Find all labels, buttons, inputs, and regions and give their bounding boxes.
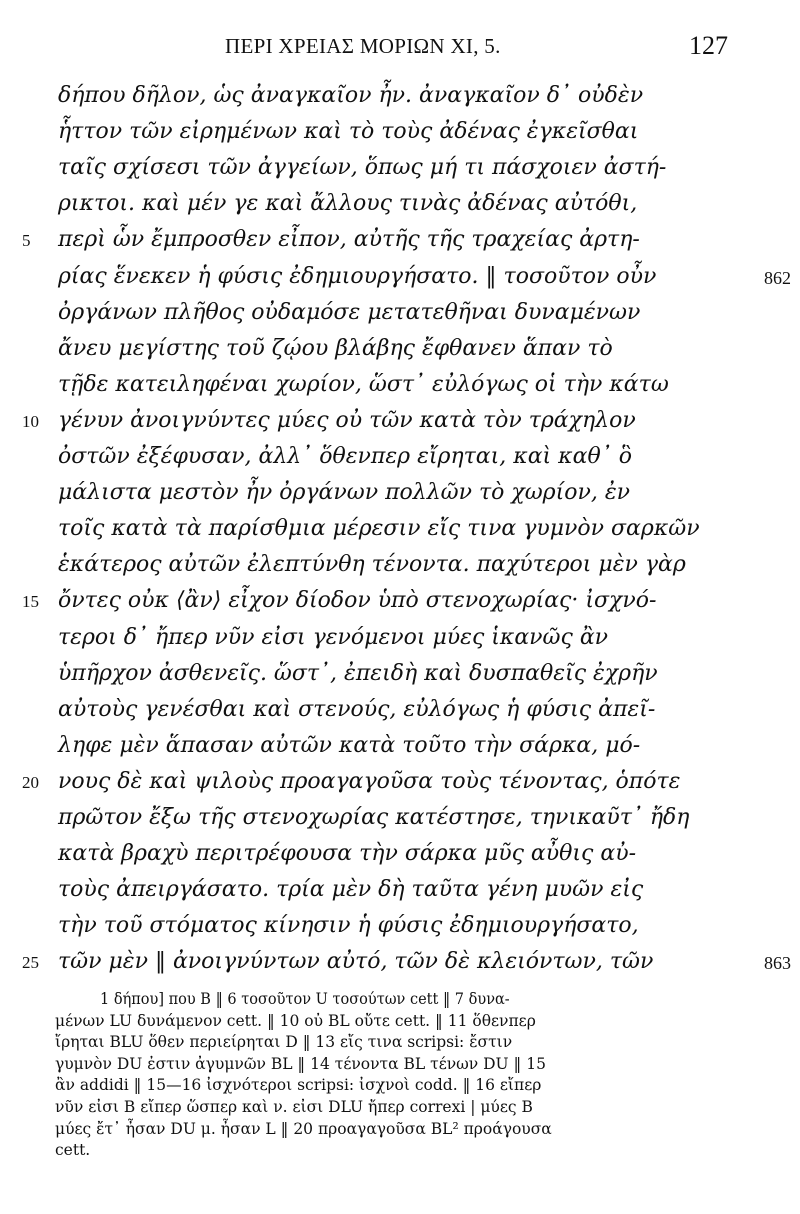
text-line <box>0 78 800 114</box>
line-text: ἑκάτερος αὐτῶν ἐλεπτύνθη τένοντα. παχύτεροι μὲν γὰρ <box>58 552 686 578</box>
apparatus-line: ἂν addidi ‖ 15—16 ἰσχνότεροι scripsi: ἰσχνοὶ codd. ‖ 16 εἴπερ <box>55 1076 542 1095</box>
text-line <box>0 403 800 439</box>
text-line <box>0 259 800 295</box>
line-number: 25 <box>22 953 39 973</box>
line-text: κατὰ βραχὺ περιτρέφουσα τὴν σάρκα μῦς αὖθις αὐ- <box>58 841 637 867</box>
text-line <box>0 908 800 944</box>
text-line <box>0 836 800 872</box>
running-head: ΠΕΡΙ ΧΡΕΙΑΣ ΜΟΡΙΩΝ XI, 5. <box>225 34 501 58</box>
line-text: ὀργάνων πλῆθος οὐδαμόσε μετατεθῆναι δυναμένων <box>58 299 641 325</box>
text-line <box>0 944 800 980</box>
text-line <box>0 150 800 186</box>
text-line <box>0 295 800 331</box>
line-text: ἄνευ μεγίστης τοῦ ζῴου βλάβης ἔφθανεν ἅπαν τὸ <box>58 335 613 361</box>
apparatus-line: μένων LU δυνάμενον cett. ‖ 10 οὐ BL οὔτε cett. ‖ 11 ὅθενπερ <box>55 1011 536 1030</box>
line-text: τοὺς ἀπειργάσατο. τρία μὲν δὴ ταῦτα γένη μυῶν εἰς <box>58 877 644 903</box>
text-line <box>0 367 800 403</box>
line-text: αὐτοὺς γενέσθαι καὶ στενούς, εὐλόγως ἡ φύσις ἀπεῖ- <box>58 696 656 722</box>
apparatus-line: 1 δήπου] που B ‖ 6 τοσοῦτον U τοσούτων cett ‖ 7 δυνα- <box>100 990 510 1008</box>
line-number: 15 <box>22 592 39 612</box>
line-text: ἧττον τῶν εἰρημένων καὶ τὸ τοὺς ἀδένας ἐγκεῖσθαι <box>58 119 639 145</box>
line-text: ταῖς σχίσεσι τῶν ἀγγείων, ὅπως μή τι πάσχοιεν ἀστή- <box>58 155 667 181</box>
text-line <box>0 186 800 222</box>
text-line <box>0 475 800 511</box>
text-line <box>0 511 800 547</box>
line-number: 10 <box>22 411 39 431</box>
text-line <box>0 620 800 656</box>
line-number: 5 <box>22 231 31 251</box>
text-line <box>0 222 800 258</box>
text-line <box>0 114 800 150</box>
line-text: ρικτοι. καὶ μέν γε καὶ ἄλλους τινὰς ἀδένας αὐτόθι, <box>58 191 638 217</box>
margin-reference-number: 863 <box>764 953 791 974</box>
line-text: ὑπῆρχον ἀσθενεῖς. ὥστ᾽, ἐπειδὴ καὶ δυσπαθεῖς ἐχρῆν <box>58 660 658 686</box>
line-text: ληφε μὲν ἅπασαν αὐτῶν κατὰ τοῦτο τὴν σάρκα, μό- <box>58 732 641 758</box>
text-line <box>0 331 800 367</box>
text-line <box>0 439 800 475</box>
text-line <box>0 764 800 800</box>
apparatus-line: γυμνὸν DU ἐστιν ἀγυμνῶν BL ‖ 14 τένοντα BL τένων DU ‖ 15 <box>55 1054 546 1073</box>
line-text: τεροι δ᾽ ἤπερ νῦν εἰσι γενόμενοι μύες ἱκανῶς ἂν <box>58 624 609 650</box>
page-number: 127 <box>689 31 728 60</box>
line-text: δήπου δῆλον, ὡς ἀναγκαῖον ἦν. ἀναγκαῖον δ᾽ οὐδὲν <box>58 83 644 108</box>
line-text: νους δὲ καὶ ψιλοὺς προαγαγοῦσα τοὺς τένοντας, ὁπότε <box>58 768 681 794</box>
text-line <box>0 800 800 836</box>
line-text: τῇδε κατειληφέναι χωρίον, ὥστ᾽ εὐλόγως οἱ τὴν κάτω <box>58 371 669 397</box>
text-line <box>0 656 800 692</box>
text-line <box>0 872 800 908</box>
line-text: τὴν τοῦ στόματος κίνησιν ἡ φύσις ἐδημιουργήσατο, <box>58 913 639 939</box>
line-text: πρῶτον ἔξω τῆς στενοχωρίας κατέστησε, τηνικαῦτ᾽ ἤδη <box>58 805 690 830</box>
line-text: τῶν μὲν ‖ ἀνοιγνύντων αὐτό, τῶν δὲ κλειόντων, τῶν <box>58 949 654 975</box>
line-text: γένυν ἀνοιγνύντες μύες οὐ τῶν κατὰ τὸν τράχηλον <box>58 407 636 433</box>
text-line <box>0 728 800 764</box>
line-text: ρίας ἕνεκεν ἡ φύσις ἐδημιουργήσατο. ‖ τοσοῦτον οὖν <box>58 263 657 289</box>
apparatus-line: νῦν εἰσι B εἴπερ ὥσπερ καὶ ν. εἰσι DLU ἤπερ correxi | μύες B <box>55 1098 533 1116</box>
text-line <box>0 547 800 583</box>
line-text: μάλιστα μεστὸν ἦν ὀργάνων πολλῶν τὸ χωρίον, ἐν <box>58 480 630 506</box>
apparatus-line: μύες ἔτ᾽ ἦσαν DU μ. ἦσαν L ‖ 20 προαγαγοῦσα BL² προάγουσα <box>55 1119 552 1138</box>
apparatus-line: ἴρηται BLU ὅθεν περιείρηται D ‖ 13 εἴς τινα scripsi: ἔστιν <box>55 1033 513 1052</box>
line-text: ὄντες οὐκ ⟨ἂν⟩ εἶχον δίοδον ὑπὸ στενοχωρίας· ἰσχνό- <box>58 588 657 614</box>
page-header <box>0 31 800 74</box>
line-text: ὀστῶν ἐξέφυσαν, ἀλλ᾽ ὅθενπερ εἴρηται, καὶ καθ᾽ ὃ <box>58 444 632 469</box>
apparatus-line: cett. <box>55 1141 91 1160</box>
text-line <box>0 583 800 619</box>
text-line <box>0 692 800 728</box>
line-text: τοῖς κατὰ τὰ παρίσθμια μέρεσιν εἴς τινα γυμνὸν σαρκῶν <box>58 516 700 542</box>
line-text: περὶ ὧν ἔμπροσθεν εἶπον, αὐτῆς τῆς τραχείας ἀρτη- <box>58 227 640 253</box>
margin-reference-number: 862 <box>764 267 791 288</box>
line-number: 20 <box>22 772 39 792</box>
